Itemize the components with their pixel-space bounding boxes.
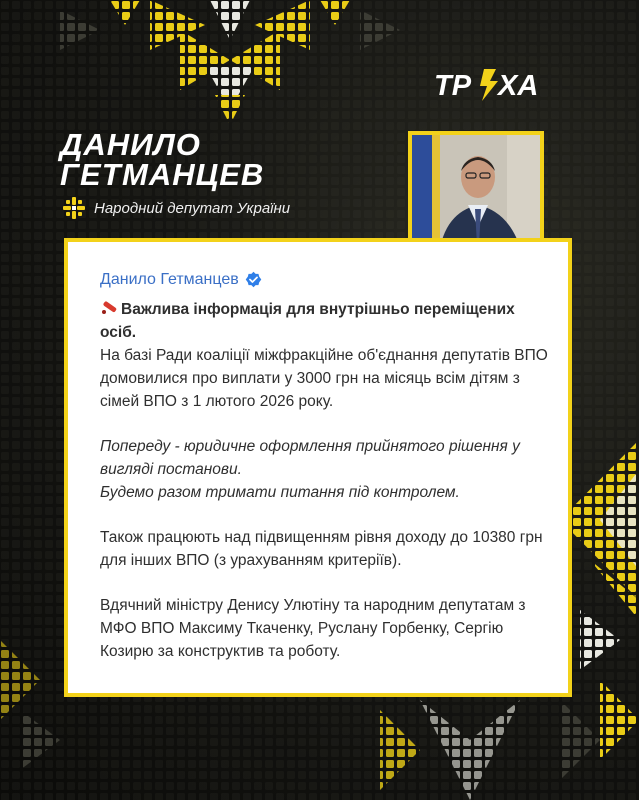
post-author-row: [100, 268, 550, 291]
post-paragraph-2: Також працюють над підвищенням рівня доходу до 10380 грн для інших ВПО (з урахуванням критеріїв).: [100, 529, 543, 569]
post-headline: Важлива інформація для внутрішньо переміщених осіб.: [100, 301, 515, 341]
person-title-row: [62, 196, 290, 220]
post-headline-row: [100, 298, 550, 344]
person-title: Народний депутат України: [94, 199, 291, 217]
post-card: [64, 238, 572, 697]
person-name-line1: ДАНИЛО: [60, 127, 201, 162]
svg-text:ТР: ТР: [434, 70, 472, 102]
brand-logo: [434, 66, 558, 102]
post-paragraph-3: Вдячний міністру Денису Улютіну та народним депутатам з МФО ВПО Максиму Ткаченку, Руслану Горбенку, Сергію Козирю за конструктив та роботу.: [100, 597, 526, 660]
yellow-star-icon: [62, 196, 86, 220]
post-italic-1: Попереду - юридичне оформлення прийнятого рішення у вигляді постанови.: [100, 438, 520, 478]
post-author[interactable]: Данило Гетманцев: [100, 271, 239, 288]
person-name: [60, 127, 360, 192]
red-pin-icon: [100, 301, 118, 315]
post-content: [100, 268, 550, 663]
person-name-line2: ГЕТМАНЦЕВ: [60, 157, 265, 192]
verified-badge-icon: [245, 271, 262, 288]
post-paragraph-1: На базі Ради коаліції міжфракційне об'єднання депутатів ВПО домовилися про виплати у 3000 грн на місяць всім дітям з сімей ВПО з 1 лютого 2026 року.: [100, 347, 548, 410]
post-italic-2: Будемо разом тримати питання під контролем.: [100, 484, 460, 501]
svg-text:ХА: ХА: [498, 70, 539, 102]
